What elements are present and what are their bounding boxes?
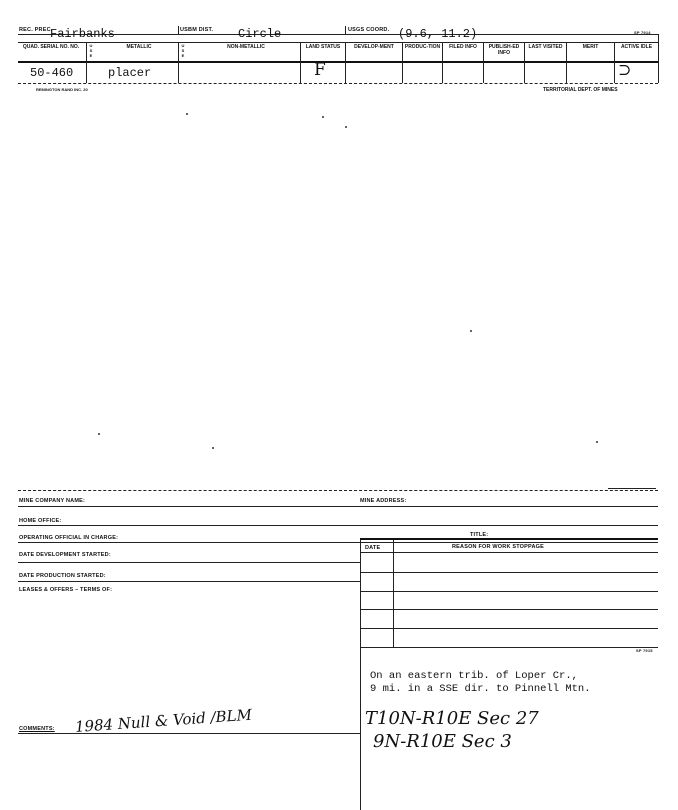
- col-merit: MERIT: [582, 44, 599, 50]
- rec-prec-value: Fairbanks: [50, 27, 115, 41]
- title-label: TITLE:: [470, 532, 489, 538]
- col-filed-info: FILED INFO: [449, 44, 477, 50]
- usgs-coord-value: (9.6, 11.2): [398, 27, 478, 41]
- location-note-line2: 9 mi. in a SSE dir. to Pinnell Mtn.: [370, 683, 591, 695]
- date-header: DATE: [365, 545, 381, 551]
- col-non-metallic: NON-METALLIC: [227, 44, 265, 50]
- col-last-visited: LAST VISITED: [528, 44, 563, 50]
- quad-serial-value: 50-460: [30, 66, 74, 80]
- usgs-coord-label: USGS COORD.: [348, 27, 390, 33]
- reason-header: REASON FOR WORK STOPPAGE: [452, 544, 544, 550]
- metallic-value: placer: [108, 66, 152, 80]
- usbm-dist-label: USBM DIST.: [180, 27, 214, 33]
- location-note-line1: On an eastern trib. of Loper Cr.,: [370, 670, 578, 682]
- col-use-1: U S E: [89, 43, 93, 58]
- land-status-value: F: [314, 60, 326, 80]
- mine-address-label: MINE ADDRESS:: [360, 498, 407, 504]
- leases-offers-label: LEASES & OFFERS – TERMS OF:: [19, 587, 113, 593]
- comments-label: COMMENTS:: [19, 726, 55, 732]
- date-production-started-label: DATE PRODUCTION STARTED:: [19, 573, 106, 579]
- col-development: DEVELOP-MENT: [354, 44, 394, 50]
- township-note-line1: T10N-R10E Sec 27: [365, 708, 539, 729]
- form-code-top: SP 7914: [634, 30, 651, 35]
- mine-company-name-label: MINE COMPANY NAME:: [19, 498, 86, 504]
- township-note-line2: 9N-R10E Sec 3: [373, 731, 512, 752]
- form-code-bottom: SP 7915: [636, 648, 653, 653]
- printer-imprint: REMINGTON RAND INC. 20: [36, 87, 88, 92]
- col-production: PRODUC-TION: [404, 44, 441, 50]
- usbm-dist-value: Circle: [238, 27, 282, 41]
- active-idle-value: ⊃: [618, 60, 632, 79]
- rec-prec-label: REC. PREC.: [19, 27, 53, 33]
- col-use-2: U S E: [181, 43, 185, 58]
- territorial-dept: TERRITORIAL DEPT. OF MINES: [543, 87, 618, 93]
- date-development-started-label: DATE DEVELOPMENT STARTED:: [19, 552, 111, 558]
- comments-handwritten: 1984 Null & Void /BLM: [74, 705, 253, 736]
- col-quad-serial: QUAD. SERIAL NO. NO.: [22, 44, 80, 50]
- col-active-idle: ACTIVE IDLE: [620, 44, 653, 50]
- col-published-info: PUBLISH-ED INFO: [488, 44, 520, 56]
- col-metallic: METALLIC: [126, 44, 152, 50]
- home-office-label: HOME OFFICE:: [19, 518, 62, 524]
- col-land-status: LAND STATUS: [305, 44, 341, 50]
- operating-official-label: OPERATING OFFICIAL IN CHARGE:: [19, 535, 119, 541]
